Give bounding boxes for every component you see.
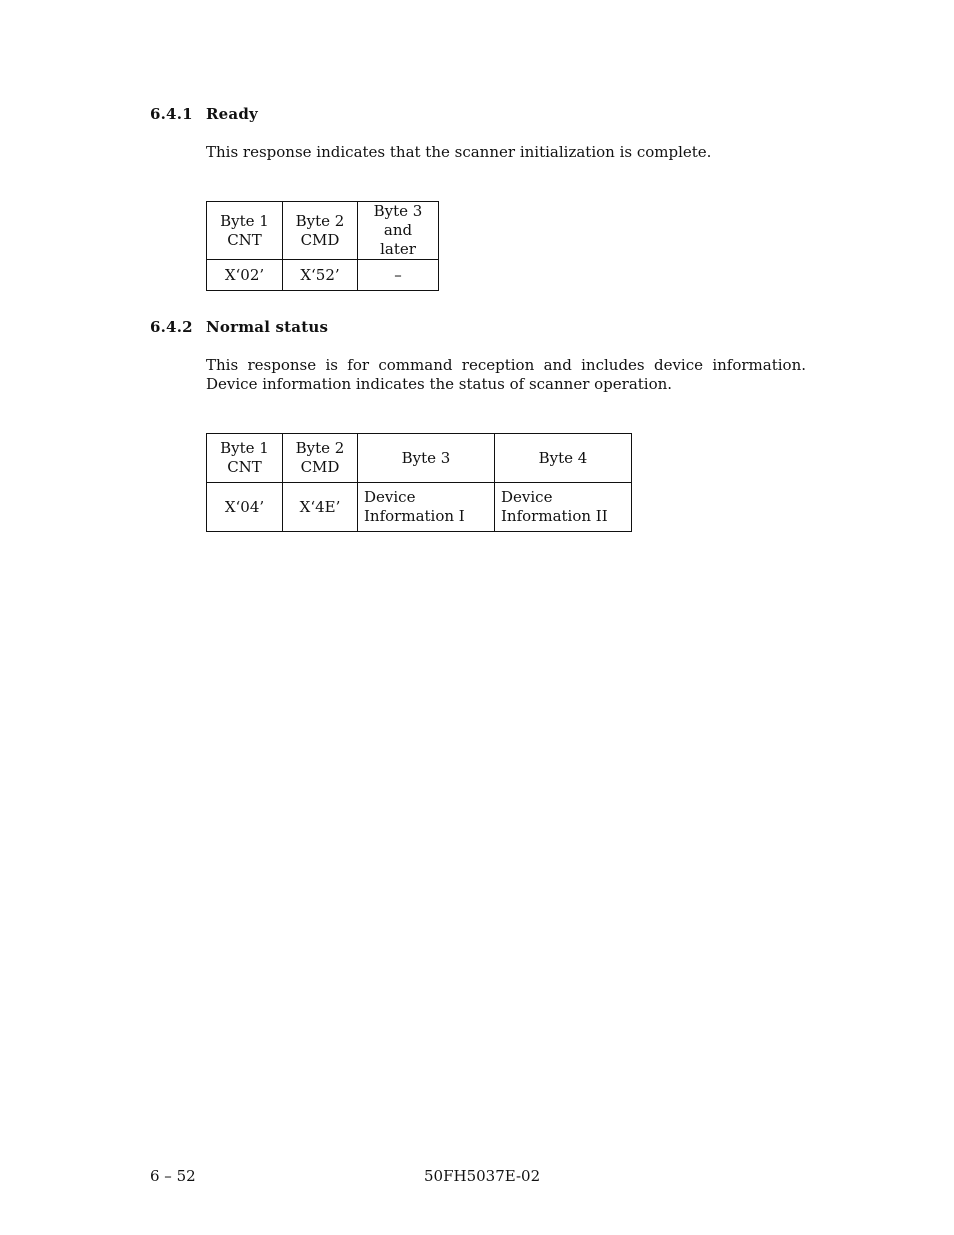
table-header-row [207, 202, 439, 260]
section-paragraph: This response indicates that the scanner initialization is complete. [206, 143, 712, 161]
table-cell: X‘02’ [207, 260, 283, 291]
document-id: 50FH5037E-02 [424, 1167, 541, 1185]
section-heading-ready [150, 105, 258, 123]
section-title: Normal status [206, 318, 329, 336]
table-row [207, 260, 439, 291]
table-cell: Device Information I [358, 483, 495, 532]
table-header-cell: Byte 1 CNT [207, 434, 283, 483]
page-number: 6 – 52 [150, 1167, 196, 1185]
table-row [207, 483, 632, 532]
ready-response-table [206, 201, 439, 291]
table-header-cell: Byte 3 and later [358, 202, 439, 260]
section-title: Ready [206, 105, 258, 123]
table-header-cell: Byte 1 CNT [207, 202, 283, 260]
table-cell: X‘4E’ [283, 483, 358, 532]
table-header-cell: Byte 4 [495, 434, 632, 483]
section-paragraph: This response is for command reception and includes device information. Device information indicates the status of scanner operation. [206, 356, 806, 393]
table-header-row [207, 434, 632, 483]
normal-status-table [206, 433, 632, 532]
table-cell: X‘04’ [207, 483, 283, 532]
table-header-cell: Byte 3 [358, 434, 495, 483]
table-cell: – [358, 260, 439, 291]
table-header-cell: Byte 2 CMD [283, 202, 358, 260]
table-cell: X‘52’ [283, 260, 358, 291]
section-number: 6.4.2 [150, 318, 193, 336]
table-cell: Device Information II [495, 483, 632, 532]
table-header-cell: Byte 2 CMD [283, 434, 358, 483]
section-heading-normal-status [150, 318, 328, 336]
section-number: 6.4.1 [150, 105, 193, 123]
